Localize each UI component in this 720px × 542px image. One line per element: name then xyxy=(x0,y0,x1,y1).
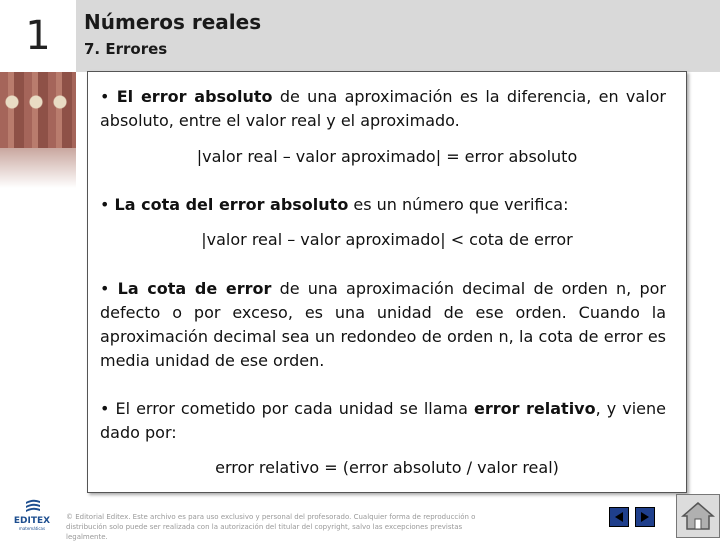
formula-relative-error: error relativo = (error absoluto / valor real) xyxy=(215,458,559,477)
arrow-right-icon xyxy=(639,511,651,523)
term-error-relativo: error relativo xyxy=(473,399,596,418)
architecture-image-fade xyxy=(0,148,76,188)
logo-text: EDITEX xyxy=(13,516,51,526)
term-error-absoluto: El error absoluto xyxy=(116,87,273,106)
bullet: • xyxy=(100,87,110,106)
home-icon xyxy=(681,500,715,532)
logo-mark-icon xyxy=(24,498,42,514)
chapter-number: 1 xyxy=(25,13,51,59)
content-box xyxy=(87,71,687,493)
paragraph-text: es un número que verifica: xyxy=(348,195,569,214)
paragraph-text: de una aproximación decimal de orden n, por defecto o por exceso, es una unidad de ese orden. Cuando la aproximación decimal sea un redondeo de orden n, la cota de error es media unidad de ese orden. xyxy=(100,279,666,370)
editex-logo xyxy=(10,498,54,534)
previous-button[interactable] xyxy=(609,507,629,527)
section-title: 7. Errores xyxy=(84,40,168,58)
bullet: • xyxy=(100,279,110,298)
page-title: Números reales xyxy=(84,10,262,34)
paragraph-text: El error cometido por cada unidad se llama xyxy=(115,399,474,418)
paragraph-text: , y viene dado por: xyxy=(100,399,666,442)
paragraph-error-bound xyxy=(100,193,666,217)
paragraph-relative-error xyxy=(100,397,666,445)
architecture-image xyxy=(0,72,76,148)
formula-error-bound: |valor real – valor aproximado| < cota de error xyxy=(201,230,573,249)
copyright-notice: © Editorial Editex. Este archivo es para uso exclusivo y personal del profesorado. Cualquier forma de reproducción o distribución solo puede ser realizada con la autorización del titular del copyright, salvo las excepciones previstas legalmente. xyxy=(66,513,476,541)
bullet: • xyxy=(100,195,110,214)
logo-subtext: matemáticas xyxy=(18,526,46,531)
formula-absolute-error: |valor real – valor aproximado| = error absoluto xyxy=(196,147,578,166)
home-button[interactable] xyxy=(676,494,720,538)
bullet: • xyxy=(100,399,110,418)
next-button[interactable] xyxy=(635,507,655,527)
header-bar xyxy=(76,0,720,72)
paragraph-decimal-bound xyxy=(100,277,666,373)
term-cota-error-absoluto: La cota del error absoluto xyxy=(114,195,349,214)
paragraph-text: de una aproximación es la diferencia, en valor absoluto, entre el valor real y el aproximado. xyxy=(100,87,667,130)
term-cota-de-error: La cota de error xyxy=(117,279,272,298)
arrow-left-icon xyxy=(613,511,625,523)
paragraph-absolute-error xyxy=(100,85,666,133)
